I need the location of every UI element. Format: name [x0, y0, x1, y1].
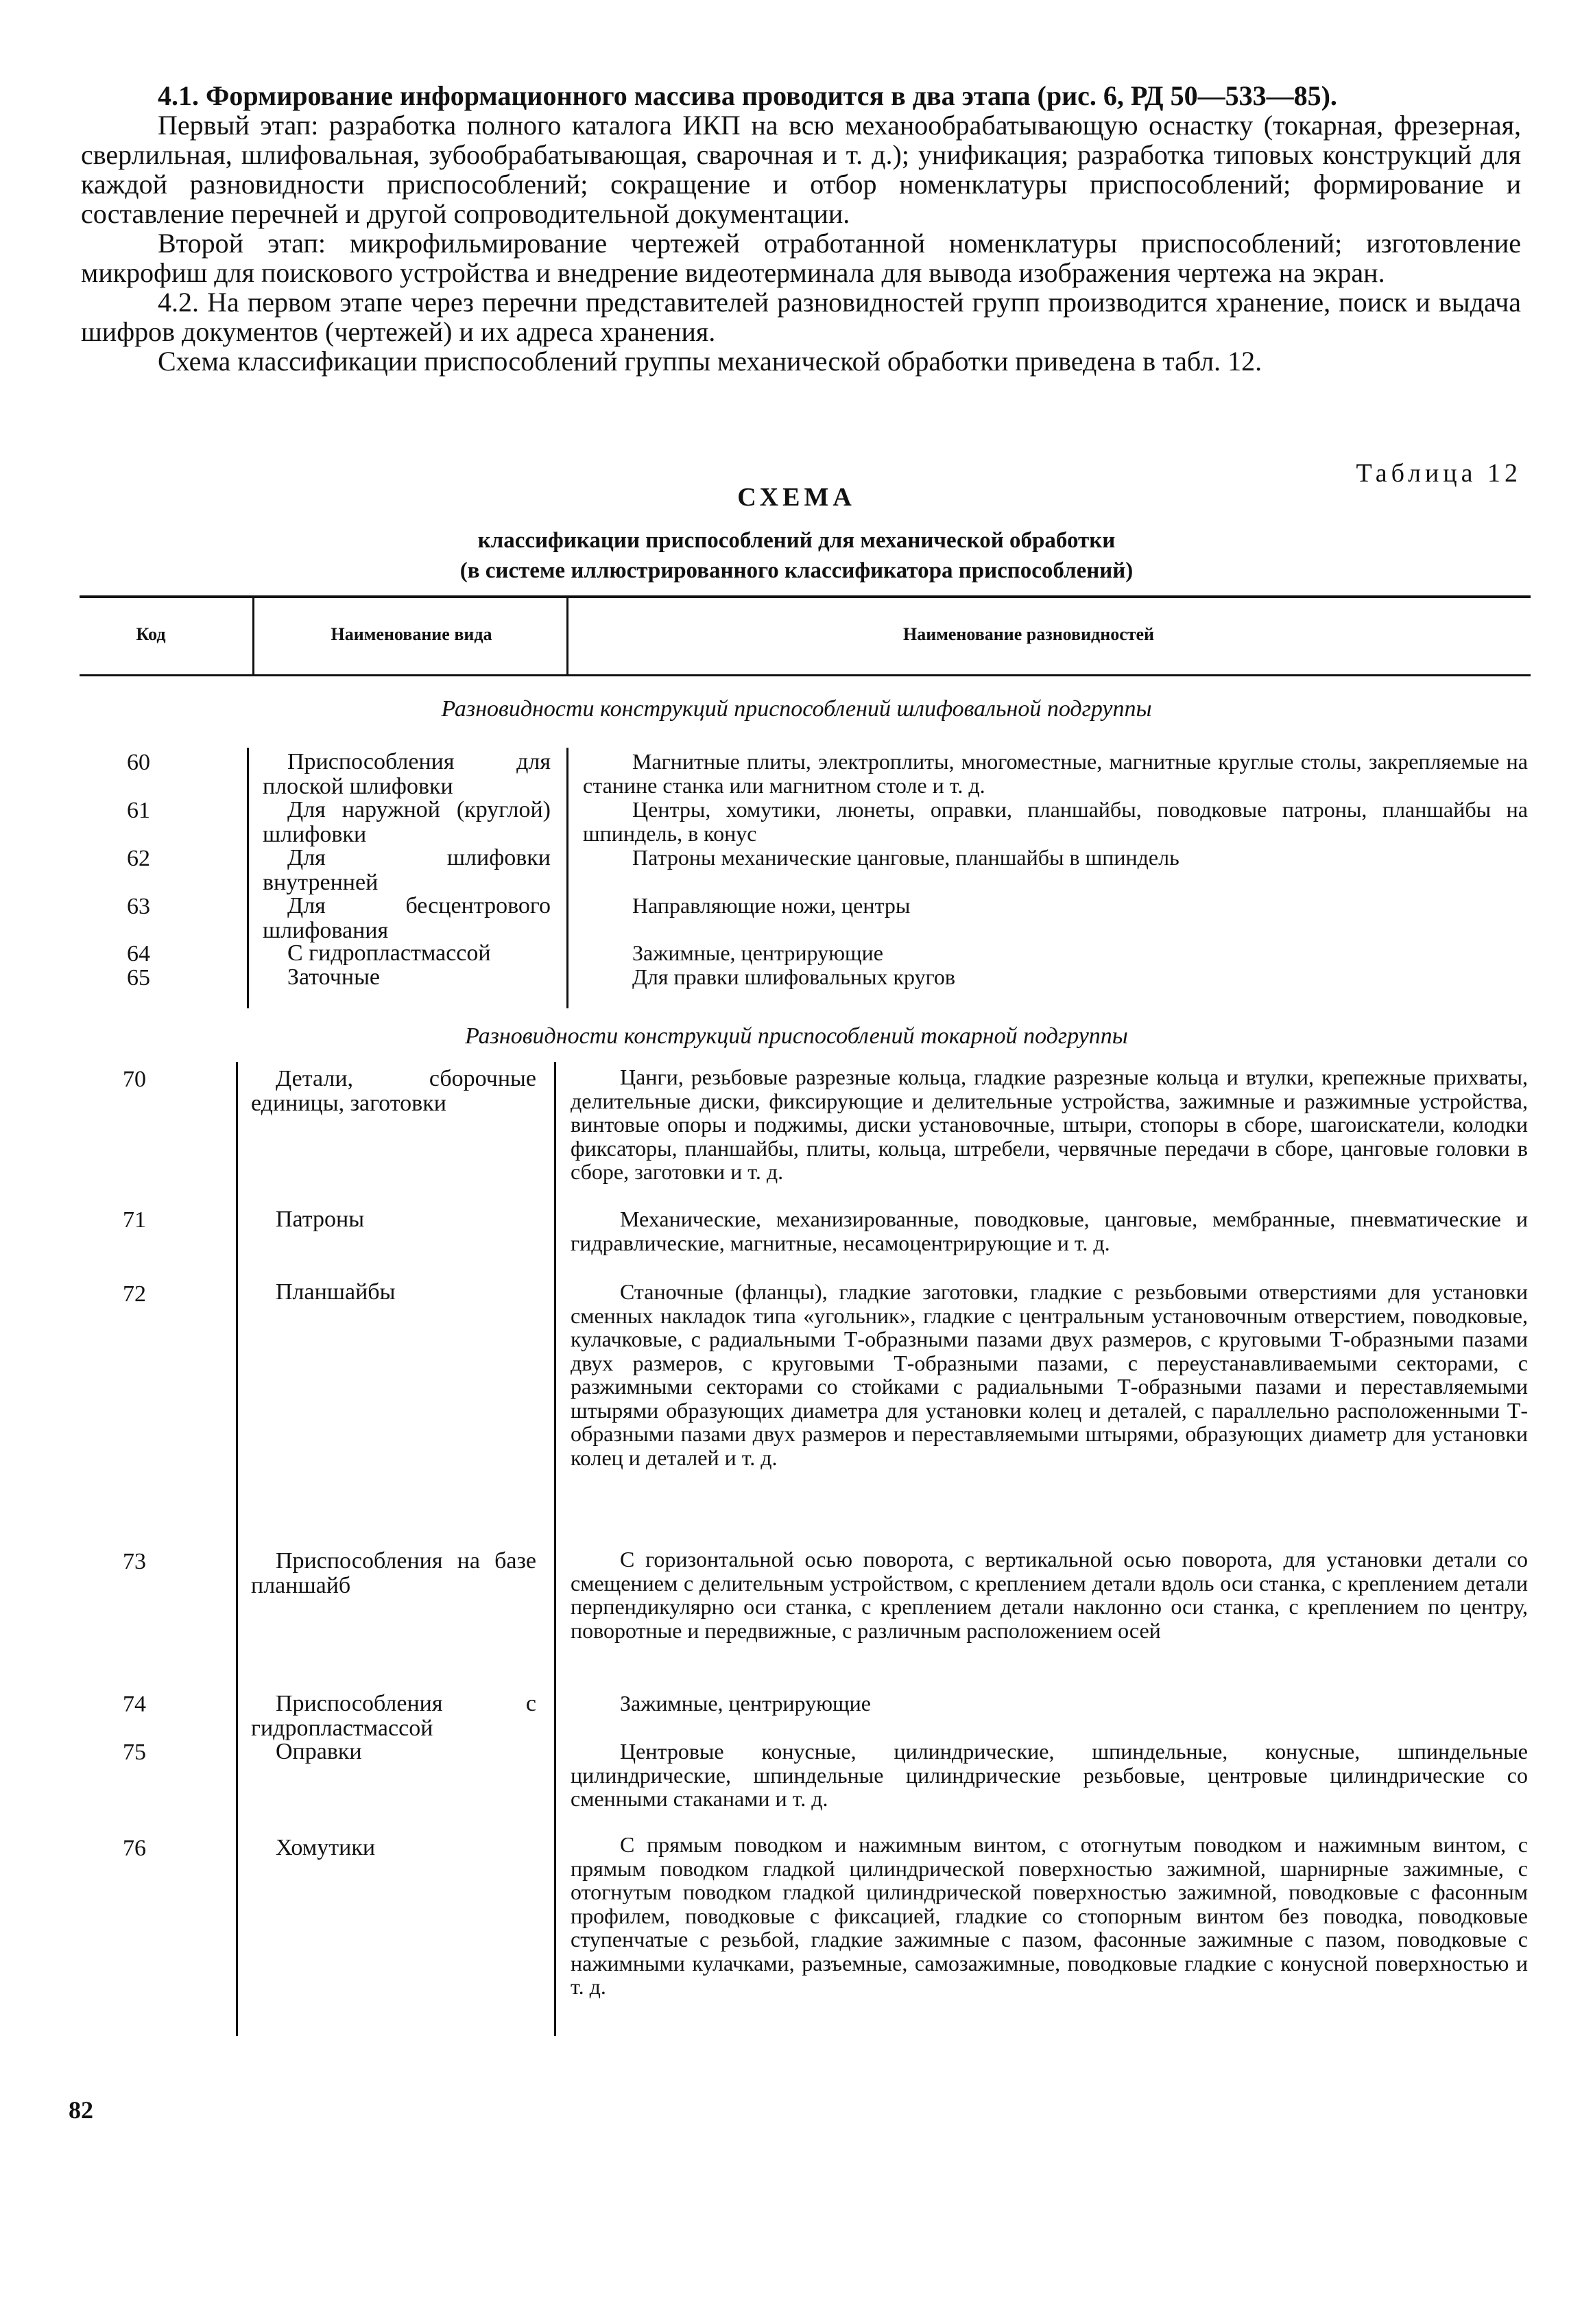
section-turning-title: Разновидности конструкций приспособлений токарной подгруппы [465, 1023, 1128, 1049]
row-code: 60 [127, 750, 150, 775]
table-subtitle-1: классификации приспособлений для механической обработки [477, 528, 1116, 553]
row-code: 64 [127, 941, 150, 967]
row-variants: Патроны механические цанговые, планшайбы в шпиндель [632, 845, 1179, 870]
paragraph-4-2: 4.2. На первом этапе через перечни представителей разновидностей групп производится хранение, поиск и выдача шифров документов (чертежей) и их адреса хранения. [81, 287, 1521, 347]
row-variants: С прямым поводком и нажимным винтом, с отогнутым поводком и нажимным винтом, с прямым поводком гладкой цилиндрической поверхностью зажимной, шарнирные зажимные, с отогнутым поводком гладкой цилиндрической поверхностью зажимной, поводковые с фасонным профилем, поводковые с фиксацией, гладкие со стопорным винтом без поводка, поводковые ступенчатые с резьбой, гладкие зажимные с пазом, фасонные зажимные с пазом, поводковые с нажимными кулачками, разъемные, самозажимные, поводковые гладкие с конусной поверхностью и т. д. [571, 1832, 1528, 1999]
section2-divider-2 [554, 1062, 556, 2036]
header-divider-2 [566, 597, 568, 675]
table-subtitle-2: (в системе иллюстрированного классификатора приспособлений) [459, 558, 1134, 583]
row-variants: Цанги, резьбовые разрезные кольца, гладкие разрезные кольца и втулки, крепежные прихваты, делительные диски, фиксирующие и делительные устройства, зажимные и разжимные устройства, винтовые опоры и поджимы, диски установочные, штыри, стопоры в сборе, шагоискатели, колодки фиксаторы, планшайбы, плиты, кольца, штребели, червячные передачи в сборе, цанговые головки в сборе, заготовки и т. д. [571, 1065, 1528, 1184]
paragraph-first-stage: Первый этап: разработка полного каталога ИКП на всю механообрабатывающую оснастку (токарная, фрезерная, сверлильная, шлифовальная, зубообрабатывающая, сварочная и т. д.); унификация; разработка типовых конструкций для каждой разновидности приспособлений; сокращение и отбор номенклатуры приспособлений; формирование и составление перечней и другой сопроводительной документации. [81, 110, 1521, 229]
paragraph-second-stage: Второй этап: микрофильмирование чертежей отработанной номенклатуры приспособлений; изготовление микрофиш для поискового устройства и внедрение видеотерминала для вывода изображения чертежа на экран. [81, 228, 1521, 288]
table-header-rule [80, 674, 1531, 676]
section1-divider-2 [566, 748, 568, 1008]
row-name: Приспособления для плоской шлифовки [263, 749, 551, 799]
row-code: 63 [127, 894, 150, 919]
row-code: 72 [123, 1281, 146, 1307]
table-top-rule [80, 595, 1531, 598]
row-name: Хомутики [276, 1835, 376, 1860]
row-variants: Направляющие ножи, центры [632, 893, 911, 918]
row-name: Приспособления с гидропластмассой [251, 1691, 536, 1741]
section-grinding-title: Разновидности конструкций приспособлений шлифовальной подгруппы [441, 696, 1152, 722]
row-name: Заточные [287, 964, 381, 990]
table-number: Таблица 12 [1356, 459, 1522, 488]
row-code: 70 [123, 1067, 146, 1092]
row-code: 76 [123, 1836, 146, 1861]
row-variants: Зажимные, центрирующие [632, 940, 883, 965]
row-name: Приспособления на базе планшайб [251, 1548, 536, 1598]
header-name: Наименование вида [331, 624, 492, 644]
row-variants: Механические, механизированные, поводковые, цанговые, мембранные, пневматические и гидравлические, магнитные, несамоцентрирующие и т. д. [571, 1207, 1528, 1255]
row-name: Патроны [276, 1207, 365, 1232]
row-variants: Для правки шлифовальных кругов [632, 964, 956, 989]
row-variants: Зажимные, центрирующие [620, 1691, 871, 1716]
row-code: 73 [123, 1549, 146, 1574]
row-name: Для наружной (круглой) шлифовки [263, 797, 551, 847]
header-variants: Наименование разновидностей [902, 624, 1155, 644]
paragraph-scheme-ref: Схема классификации приспособлений группы механической обработки приведена в табл. 12. [158, 346, 1262, 377]
table-title: СХЕМА [737, 483, 856, 512]
paragraph-4-1: 4.1. Формирование информационного массива проводится в два этапа (рис. 6, РД 50—533—85). [158, 80, 1337, 111]
row-name: Для бесцентрового шлифования [263, 893, 551, 943]
row-code: 61 [127, 798, 150, 823]
row-name: С гидропластмассой [287, 940, 491, 966]
row-variants: Центры, хомутики, люнеты, оправки, планшайбы, поводковые патроны, планшайбы на шпиндель, в конус [583, 797, 1528, 846]
page-number: 82 [69, 2096, 93, 2124]
section1-divider-1 [247, 748, 249, 1008]
header-divider-1 [252, 597, 254, 675]
row-variants: Магнитные плиты, электроплиты, многоместные, магнитные круглые столы, закрепляемые на станине станка или магнитном столе и т. д. [583, 749, 1528, 798]
row-code: 74 [123, 1692, 146, 1717]
row-name: Для шлифовки внутренней [263, 845, 551, 895]
intro-text [81, 81, 1521, 376]
row-variants: Станочные (фланцы), гладкие заготовки, гладкие с резьбовыми отверстиями для установки сменных накладок типа «угольник», гладкие с центральным установочным отверстием, поводковые, кулачковые, с радиальными Т-образными пазами двух размеров, с круговыми Т-образными пазами двух размеров, с круговыми Т-образными пазами, с переустанавливаемыми секторами, с разжимными секторами со стойками с радиальными Т-образными пазами и переставляемыми штырями образующих диаметра для установки колец и деталей, с параллельно расположенными Т-образными пазами двух размеров и переставляемыми штырями, образующих диаметр для установки колец и деталей и т. д. [571, 1279, 1528, 1470]
header-code: Код [136, 624, 166, 644]
row-code: 65 [127, 965, 150, 991]
row-code: 75 [123, 1740, 146, 1765]
row-code: 62 [127, 846, 150, 871]
row-variants: Центровые конусные, цилиндрические, шпиндельные, конусные, шпиндельные цилиндрические, шпиндельные цилиндрические резьбовые, центровые цилиндрические со сменными стаканами и т. д. [571, 1739, 1528, 1811]
row-name: Детали, сборочные единицы, заготовки [251, 1066, 536, 1116]
row-name: Планшайбы [276, 1279, 396, 1305]
row-code: 71 [123, 1207, 146, 1233]
row-variants: С горизонтальной осью поворота, с вертикальной осью поворота, для установки детали со смещением с делительным устройством, с креплением детали вдоль оси станка, с креплением детали перпендикулярно оси станка, с креплением детали наклонно оси станка, с креплением по центру, поворотные и передвижные, с различным расположением осей [571, 1547, 1528, 1643]
section2-divider-1 [236, 1062, 238, 2036]
row-name: Оправки [276, 1739, 362, 1764]
